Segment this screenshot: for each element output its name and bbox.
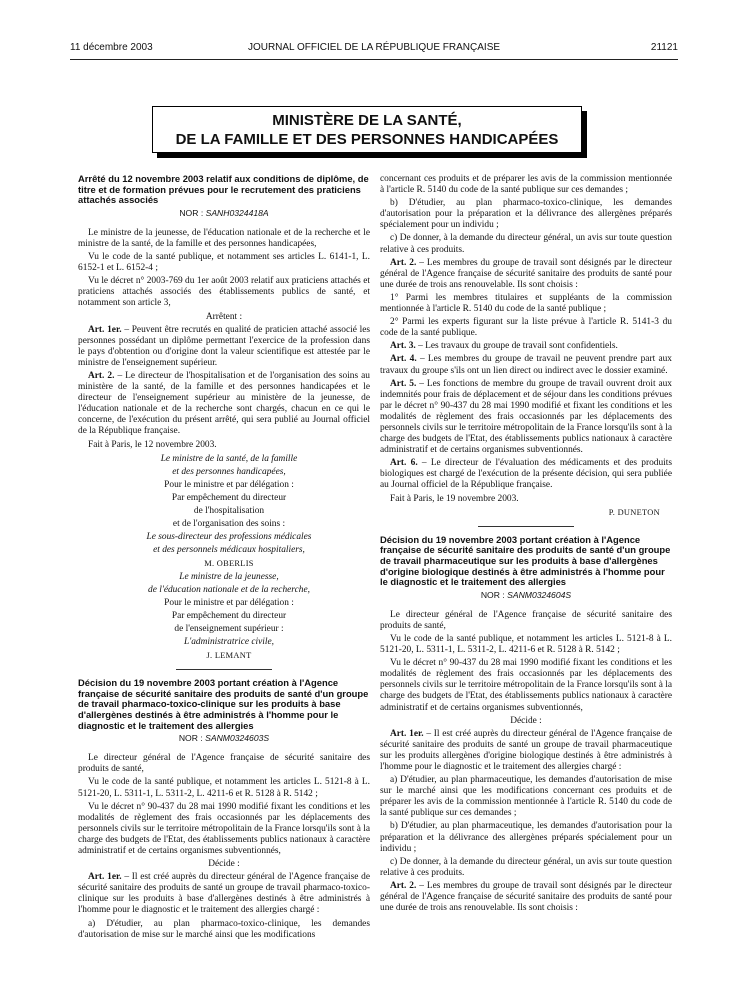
signature-line: Pour le ministre et par délégation : <box>164 597 294 608</box>
signature-line: de l'hospitalisation <box>193 506 265 517</box>
signature-line: et de l'organisation des soins : <box>172 519 286 530</box>
article-text: – Il est créé auprès du directeur général de l'Agence française de sécurité sanitaire des produits de santé un groupe de travail pharmaco-toxico-clinique sur les produits à base d'allergènes destinés à être administrés à l'homme pour le diagnostic et le traitement des allergies chargé : <box>78 872 370 916</box>
article-paragraph <box>78 325 370 369</box>
article-label: Art. 6. <box>390 458 418 469</box>
signature-line: L'administratrice civile, <box>183 636 274 647</box>
right-column <box>380 174 672 984</box>
article-paragraph <box>380 729 672 773</box>
signature-line: Pour le ministre et par délégation : <box>164 479 294 490</box>
left-column <box>78 174 370 984</box>
header-rule <box>70 59 678 60</box>
fait-line: Fait à Paris, le 19 novembre 2003. <box>390 493 519 504</box>
paragraph: Vu le code de la santé publique, et notamment les articles L. 5121-8 à L. 5121-20, L. 5311-1, L. 5311-2, L. 4211-6 et R. 5128 à R. 5142 ; <box>78 777 370 799</box>
text-title-decision: Décision du 19 novembre 2003 portant création à l'Agence française de sécurité sanitaire des produits de santé d'un groupe de travail pharmaceutique sur les produits à base d'allergènes d'origine biologique destinés à être administrés à l'homme pour le diagnostic et le traitement des allergies <box>380 533 671 588</box>
arretent-heading: Arrêtent : <box>205 311 243 322</box>
signer-name: P. DUNETON <box>608 507 660 517</box>
article-label: Art. 2. <box>390 257 417 268</box>
article-label: Art. 1er. <box>88 872 122 883</box>
paragraph: a) D'étudier, au plan pharmaceutique, les demandes d'autorisation de mise sur le marché ainsi que les modifications concernant ces produits et de préparer les avis de la commission mentionnée à l'article R. 5140 du code de la santé publique sur ces demandes ; <box>380 775 672 819</box>
paragraph: 2° Parmi les experts figurant sur la liste prévue à l'article R. 5141-3 du code de la santé publique. <box>380 317 672 339</box>
article-label: Art. 4. <box>390 354 417 365</box>
signature-line: Par empêchement du directeur <box>171 492 287 503</box>
nor-reference <box>78 208 370 219</box>
signature-line: et des personnels médicaux hospitaliers, <box>153 545 305 556</box>
paragraph: Le directeur général de l'Agence française de sécurité sanitaire des produits de santé, <box>78 753 370 775</box>
signature-line: de l'enseignement supérieur : <box>174 623 284 634</box>
article-text: – Les fonctions de membre du groupe de travail ouvrent droit aux indemnités pour frais de déplacement et de séjour dans les conditions prévues par le décret n° 90-437 du 28 mai 1990 modifié et fixant les conditions et les modalités de règlement des frais occasionnés par les déplacements des personnels civils sur le territoire métropolitain de la France lorsqu'ils sont à la charge des budgets de l'Etat, des établissements publics nationaux à caractère administratif et de certains organismes subventionnés. <box>380 378 672 456</box>
nor-label: NOR : <box>179 207 204 218</box>
article-paragraph <box>78 371 370 438</box>
nor-reference <box>380 590 672 601</box>
nor-reference <box>78 733 370 744</box>
header-page-number: 21121 <box>650 42 678 53</box>
nor-code: SANH0324418A <box>205 207 269 218</box>
ministry-banner <box>152 106 582 153</box>
signature-line: Le ministre de la jeunesse, <box>179 571 279 582</box>
article-text: – Les membres du groupe de travail sont désignés par le directeur général de l'Agence française de sécurité sanitaire des produits de santé pour une durée de trois ans renouvelable. Ils sont choisis : <box>380 880 672 914</box>
article-text: – Les membres du groupe de travail sont désignés par le directeur général de l'Agence française de sécurité sanitaire des produits de santé pour une durée de trois ans renouvelable. Ils sont choisis : <box>380 257 672 290</box>
article-text: – Le directeur de l'évaluation des médicaments et des produits biologiques est chargé de l'exécution de la présente décision, qui sera publiée au Journal officiel de la République française. <box>380 458 672 491</box>
article-paragraph <box>380 341 672 352</box>
paragraph: Vu le décret n° 90-437 du 28 mai 1990 modifié fixant les conditions et les modalités de règlement des frais occasionnés par les déplacements des personnels civils sur le territoire métropolitain de la France lorsqu'ils sont à la charge des budgets de l'Etat, des établissements publics nationaux à caractère administratif et de certains organismes subventionnés, <box>380 658 672 713</box>
article-text: – Les travaux du groupe de travail sont confidentiels. <box>415 341 618 352</box>
paragraph: Vu le code de la santé publique, et notamment ses articles L. 6141-1, L. 6152-1 et L. 6152-4 ; <box>78 252 370 274</box>
paragraph: a) D'étudier, au plan pharmaco-toxico-clinique, les demandes d'autorisation de mise sur le marché ainsi que les modifications <box>78 918 370 940</box>
paragraph: Vu le décret n° 2003-769 du 1er août 2003 relatif aux praticiens attachés et praticiens attachés associés des établissements publics de santé, et notamment son article 3, <box>78 276 370 309</box>
paragraph: Le directeur général de l'Agence française de sécurité sanitaire des produits de santé, <box>380 609 672 631</box>
article-paragraph <box>380 458 672 491</box>
article-label: Art. 2. <box>88 371 115 381</box>
nor-label: NOR : <box>178 733 203 744</box>
decide-heading: Décide : <box>510 715 542 726</box>
article-paragraph <box>380 379 672 457</box>
signature-line: et des personnes handicapées, <box>172 466 286 477</box>
paragraph: Vu le décret n° 90-437 du 28 mai 1990 modifié fixant les conditions et les modalités de règlement des frais occasionnés par les déplacements des personnels civils sur le territoire métropolitain de la France lorsqu'ils sont à la charge des budgets de l'Etat, des établissements publics nationaux à caractère administratif et de certains organismes subventionnés, <box>78 801 370 856</box>
signer-name: J. LEMANT <box>206 651 252 661</box>
article-text: – Le directeur de l'hospitalisation et de l'organisation des soins au ministère de la santé, de la famille et des personnes handicapées et le directeur de l'enseignement supérieur au ministère de la jeunesse, de l'éducation nationale et de la recherche sont chargés, chacun en ce qui le concerne, de l'exécution du présent arrêté, qui sera publié au Journal officiel de la République française. <box>78 371 370 437</box>
article-text: – Les membres du groupe de travail ne peuvent prendre part aux travaux du groupe s'ils ont un lien direct ou indirect avec le dossier examiné. <box>380 354 672 376</box>
paragraph: 1° Parmi les membres titulaires et suppléants de la commission mentionnée à l'article R. 5140 du code de la santé publique ; <box>380 292 672 315</box>
signature-line: Par empêchement du directeur <box>171 610 287 621</box>
fait-line: Fait à Paris, le 12 novembre 2003. <box>88 439 217 450</box>
paragraph: Vu le code de la santé publique, et notamment les articles L. 5121-8 à L. 5121-20, L. 5311-1, L. 5311-2, L. 4211-6 et R. 5128 à R. 5142 ; <box>380 633 672 656</box>
signature-line: Le sous-directeur des professions médicales <box>146 532 312 543</box>
article-text: – Il est créé auprès du directeur général de l'Agence française de sécurité sanitaire des produits de santé un groupe de travail pharmaceutique sur les produits allergènes d'origine biologique destinés à être administrés à l'homme pour le diagnostic et le traitement des allergies chargé : <box>380 728 672 772</box>
paragraph: Le ministre de la jeunesse, de l'éducation nationale et de la recherche et le ministre de la santé, de la famille et des personnes handicapées, <box>78 227 370 249</box>
article-paragraph <box>380 881 672 914</box>
decide-heading: Décide : <box>208 859 240 870</box>
signature-line: Le ministre de la santé, de la famille <box>160 453 298 464</box>
article-label: Art. 1er. <box>390 728 424 739</box>
header-journal-title: JOURNAL OFFICIEL DE LA RÉPUBLIQUE FRANÇAISE <box>247 42 501 53</box>
text-title-arrete: Arrêté du 12 novembre 2003 relatif aux conditions de diplôme, de titre et de formation prévues pour le recrutement des praticiens attachés associés <box>78 174 369 206</box>
paragraph: c) De donner, à la demande du directeur général, un avis sur toute question relative à ces produits. <box>380 856 672 878</box>
article-paragraph <box>380 258 672 291</box>
article-label: Art. 3. <box>390 341 416 352</box>
ministry-line-1: MINISTÈRE DE LA SANTÉ, <box>272 112 462 129</box>
section-separator <box>478 526 574 527</box>
article-label: Art. 5. <box>390 378 417 389</box>
paragraph: b) D'étudier, au plan pharmaceutique, les demandes d'autorisation pour la préparation et la délivrance des allergènes préparés spécialement pour un individu ; <box>380 821 672 854</box>
article-paragraph <box>380 354 672 376</box>
article-label: Art. 1er. <box>88 324 122 335</box>
header-date: 11 décembre 2003 <box>70 42 153 53</box>
signer-name: M. OBERLIS <box>204 559 254 569</box>
article-text: – Peuvent être recrutés en qualité de praticien attaché associé les personnes possédant un diplôme permettant l'exercice de la profession dans le pays d'obtention ou d'origine dont la valeur scientifique est attestée par le ministre de l'enseignement supérieur. <box>78 324 370 368</box>
section-separator <box>176 669 272 670</box>
nor-code: SANM0324604S <box>507 589 572 600</box>
signature-line: de l'éducation nationale et de la recherche, <box>148 584 310 595</box>
signature-block <box>78 454 370 662</box>
page-header <box>70 42 678 58</box>
ministry-line-2: DE LA FAMILLE ET DES PERSONNES HANDICAPÉES <box>175 131 559 148</box>
paragraph: c) De donner, à la demande du directeur général, un avis sur toute question relative à ces produits. <box>380 233 672 255</box>
nor-label: NOR : <box>480 589 505 600</box>
paragraph: b) D'étudier, au plan pharmaco-toxico-clinique, les demandes d'autorisation pour la préparation et la délivrance des allergènes préparés spécialement pour un individu ; <box>380 198 672 231</box>
article-paragraph <box>78 872 370 916</box>
article-label: Art. 2. <box>390 880 417 891</box>
nor-code: SANM0324603S <box>205 733 270 744</box>
text-title-decision: Décision du 19 novembre 2003 portant création à l'Agence française de sécurité sanitaire des produits de santé d'un groupe de travail pharmaco-toxico-clinique sur les produits à base d'allergènes destinés à être administrés à l'homme pour le diagnostic et le traitement des allergies <box>78 677 369 731</box>
paragraph: concernant ces produits et de préparer les avis de la commission mentionnée à l'article R. 5140 du code de la santé publique sur ces demandes ; <box>380 174 672 196</box>
